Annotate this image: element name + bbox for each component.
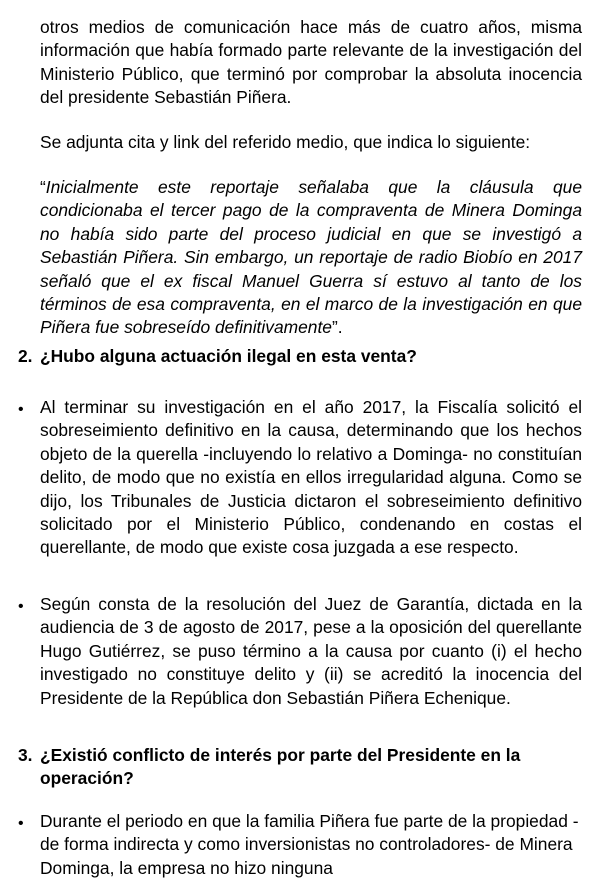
section-3-heading <box>18 744 588 791</box>
quote-text: Inicialmente este reportaje señalaba que la cláusula que condicionaba el tercer pago de la compraventa de Minera Dominga no había sido parte del proceso judicial en que se investigó a Sebastián Piñera. Sin embargo, un reportaje de radio Biobío en 2017 señaló que el ex fiscal Manuel Guerra sí estuvo al tanto de los términos de esa compraventa, en el marco de la investigación en que Piñera fue sobreseído definitivamente <box>40 177 582 338</box>
section-3-number: 3. <box>18 745 33 765</box>
section-3-bullet-1: Durante el periodo en que la familia Piñera fue parte de la propiedad -de forma indirecta y como inversionistas no controladores- de Minera Dominga, la empresa no hizo ninguna <box>40 811 579 878</box>
bullet-icon: • <box>18 401 24 418</box>
section-2-title: ¿Hubo alguna actuación ilegal en esta venta? <box>40 346 417 366</box>
section-2-bullet-1: Al terminar su investigación en el año 2017, la Fiscalía solicitó el sobreseimiento definitivo en la causa, determinando que los hechos objeto de la querella -incluyendo lo relativo a Dominga- no constituían delito, de modo que no existía en ellos irregularidad alguna. Como se dijo, los Tribunales de Justicia dictaron el sobreseimiento definitivo solicitado por el Ministerio Público, condenando en costas el querellante, de modo que existe cosa juzgada a ese respecto. <box>40 397 582 558</box>
bullet-icon: • <box>18 815 24 832</box>
bullet-icon: • <box>18 598 24 615</box>
intro-paragraph: otros medios de comunicación hace más de cuatro años, misma información que había formado parte relevante de la investigación del Ministerio Público, que terminó por comprobar la absoluta inocencia del presidente Sebastián Piñera. <box>40 17 582 108</box>
section-2-number: 2. <box>18 346 33 366</box>
quote-open-mark: “ <box>40 177 46 197</box>
quote-close-mark: ”. <box>331 317 343 338</box>
section-2-bullet-2: Según consta de la resolución del Juez de Garantía, dictada en la audiencia de 3 de agosto de 2017, pese a la oposición del querellante Hugo Gutiérrez, se puso término a la causa por cuanto (i) el hecho investigado no constituye delito y (ii) se acreditó la inocencia del Presidente de la República don Sebastián Piñera Echenique. <box>40 594 582 708</box>
section-2-heading <box>18 345 588 368</box>
quote-paragraph <box>40 176 582 340</box>
section-3-title: ¿Existió conflicto de interés por parte del Presidente en la operación? <box>40 745 521 789</box>
attach-paragraph: Se adjunta cita y link del referido medio, que indica lo siguiente: <box>40 132 531 152</box>
